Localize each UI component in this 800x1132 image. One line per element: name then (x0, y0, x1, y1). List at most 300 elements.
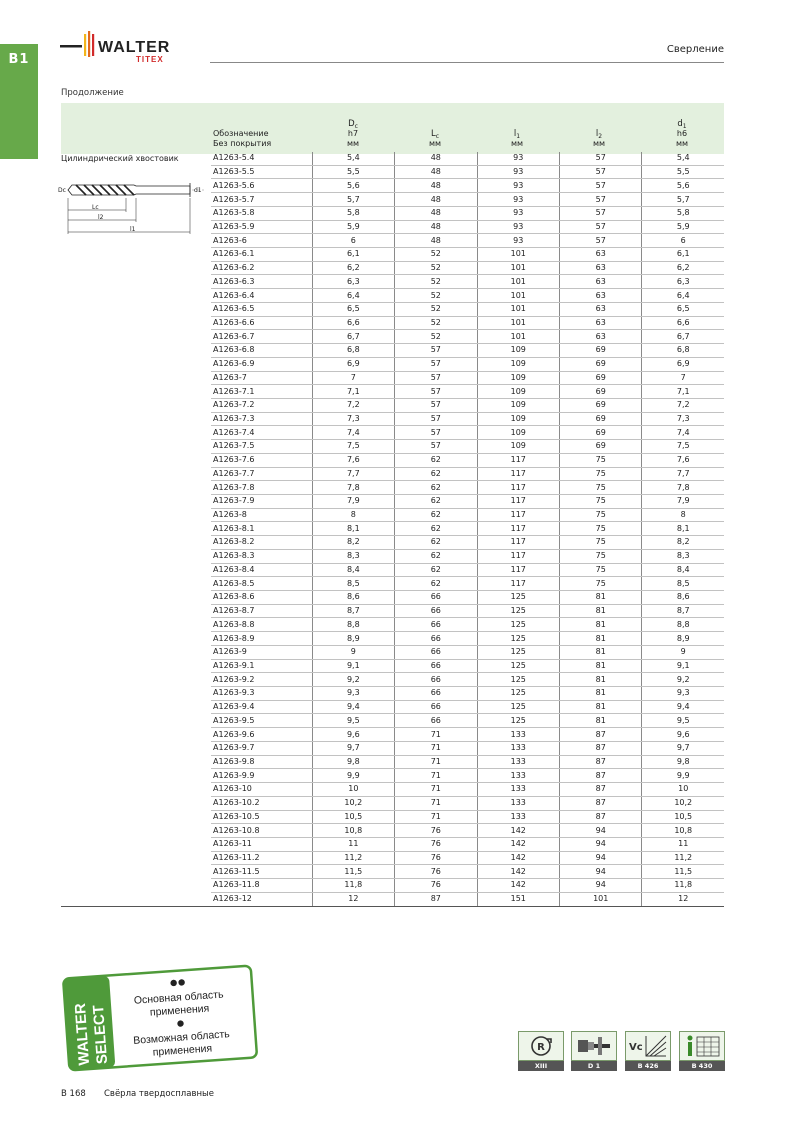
cell-dc: 7,2 (312, 398, 395, 412)
cell-d1: 5,8 (642, 206, 724, 220)
cell-d1: 8,6 (642, 591, 724, 605)
cell-l2: 75 (559, 577, 641, 591)
cell-lc: 76 (395, 824, 477, 838)
cell-dc: 7,4 (312, 426, 395, 440)
cell-designation: A1263-8.6 (211, 591, 312, 605)
info-label: B 430 (679, 1061, 725, 1071)
cell-l1: 125 (477, 673, 559, 687)
cell-d1: 11 (642, 837, 724, 851)
cell-d1: 6,4 (642, 289, 724, 303)
cell-l2: 81 (559, 714, 641, 728)
cell-l1: 117 (477, 453, 559, 467)
table-row (211, 810, 724, 824)
table-row (211, 618, 724, 632)
cell-designation: A1263-8.3 (211, 549, 312, 563)
cell-d1: 9,7 (642, 741, 724, 755)
cell-l2: 87 (559, 755, 641, 769)
cell-l2: 69 (559, 371, 641, 385)
cell-dc: 9,1 (312, 659, 395, 673)
cell-designation: A1263-8.4 (211, 563, 312, 577)
header-lc-symbol: L (430, 129, 436, 139)
table-row (211, 248, 724, 262)
cell-lc: 66 (395, 591, 477, 605)
cell-l1: 117 (477, 577, 559, 591)
cell-l1: 125 (477, 618, 559, 632)
cell-lc: 57 (395, 426, 477, 440)
header-lc-sub: c (435, 133, 440, 140)
cell-lc: 57 (395, 344, 477, 358)
table-row (211, 398, 724, 412)
cell-l2: 57 (559, 179, 641, 193)
cell-d1: 9,9 (642, 769, 724, 783)
cell-designation: A1263-7.6 (211, 453, 312, 467)
cell-designation: A1263-10 (211, 783, 312, 797)
cell-lc: 76 (395, 879, 477, 893)
cell-dc: 6,3 (312, 275, 395, 289)
tool-holder-icon[interactable] (571, 1031, 617, 1071)
cell-l2: 94 (559, 837, 641, 851)
chapter-tab-label: B1 (8, 52, 30, 67)
header-l2-unit: мм (592, 139, 606, 148)
cell-lc: 62 (395, 481, 477, 495)
cell-designation: A1263-6.7 (211, 330, 312, 344)
cell-d1: 5,9 (642, 220, 724, 234)
cell-l1: 133 (477, 796, 559, 810)
cell-l2: 57 (559, 193, 641, 207)
table-row (211, 453, 724, 467)
cell-d1: 11,8 (642, 879, 724, 893)
cell-l1: 101 (477, 302, 559, 316)
cell-designation: A1263-7.8 (211, 481, 312, 495)
cell-l2: 63 (559, 261, 641, 275)
table-row (211, 796, 724, 810)
table-row (211, 645, 724, 659)
cell-l1: 125 (477, 604, 559, 618)
product-table-body (211, 152, 724, 906)
table-row (211, 865, 724, 879)
cell-lc: 71 (395, 741, 477, 755)
header-d1-sub: 1 (682, 123, 687, 130)
product-table (211, 152, 724, 907)
cell-dc: 6,6 (312, 316, 395, 330)
cell-l2: 94 (559, 865, 641, 879)
cell-designation: A1263-8.9 (211, 632, 312, 646)
diagram-l2-label: l2 (98, 214, 104, 221)
table-row (211, 577, 724, 591)
cell-lc: 52 (395, 330, 477, 344)
cell-d1: 7,9 (642, 494, 724, 508)
cell-d1: 5,4 (642, 152, 724, 165)
cell-designation: A1263-11.8 (211, 879, 312, 893)
cell-designation: A1263-8.5 (211, 577, 312, 591)
cell-lc: 52 (395, 261, 477, 275)
cell-l2: 87 (559, 796, 641, 810)
cell-d1: 9,3 (642, 687, 724, 701)
cell-lc: 57 (395, 371, 477, 385)
header-divider (210, 62, 724, 63)
cell-d1: 6,5 (642, 302, 724, 316)
cell-designation: A1263-10.8 (211, 824, 312, 838)
cell-dc: 8,4 (312, 563, 395, 577)
cell-l2: 81 (559, 687, 641, 701)
diagram-dc-label: Dc (58, 187, 66, 194)
cell-d1: 6,8 (642, 344, 724, 358)
table-row (211, 714, 724, 728)
cell-l2: 75 (559, 494, 641, 508)
cell-lc: 62 (395, 577, 477, 591)
cell-d1: 8,1 (642, 522, 724, 536)
cell-l2: 75 (559, 563, 641, 577)
cell-l1: 117 (477, 467, 559, 481)
cell-d1: 10,5 (642, 810, 724, 824)
cell-designation: A1263-11 (211, 837, 312, 851)
cell-l2: 63 (559, 275, 641, 289)
cell-l2: 63 (559, 302, 641, 316)
cell-l1: 101 (477, 289, 559, 303)
cell-designation: A1263-9.5 (211, 714, 312, 728)
cell-l1: 133 (477, 728, 559, 742)
table-row (211, 412, 724, 426)
cell-l1: 117 (477, 481, 559, 495)
cell-lc: 57 (395, 385, 477, 399)
header-d1-symbol: d (677, 119, 683, 129)
header-l1-unit: мм (510, 139, 524, 148)
table-row (211, 385, 724, 399)
table-row (211, 632, 724, 646)
cell-designation: A1263-8.1 (211, 522, 312, 536)
cutting-data-icon[interactable] (625, 1031, 671, 1071)
cell-l1: 125 (477, 687, 559, 701)
cell-lc: 62 (395, 508, 477, 522)
cell-lc: 66 (395, 632, 477, 646)
cell-d1: 8,3 (642, 549, 724, 563)
cell-l1: 109 (477, 385, 559, 399)
table-row (211, 728, 724, 742)
cell-dc: 5,6 (312, 179, 395, 193)
cell-d1: 10 (642, 783, 724, 797)
cell-l1: 109 (477, 426, 559, 440)
cell-l1: 125 (477, 632, 559, 646)
cell-l2: 75 (559, 453, 641, 467)
cell-lc: 62 (395, 494, 477, 508)
cell-dc: 8,1 (312, 522, 395, 536)
table-row (211, 261, 724, 275)
table-row (211, 481, 724, 495)
cell-dc: 12 (312, 892, 395, 906)
cell-l2: 101 (559, 892, 641, 906)
cell-d1: 6,2 (642, 261, 724, 275)
cell-dc: 9,7 (312, 741, 395, 755)
table-row (211, 673, 724, 687)
cell-l2: 87 (559, 741, 641, 755)
cell-designation: A1263-5.5 (211, 165, 312, 179)
header-lc (394, 103, 476, 154)
cell-dc: 8 (312, 508, 395, 522)
cell-l2: 63 (559, 289, 641, 303)
cell-l2: 69 (559, 440, 641, 454)
table-row (211, 494, 724, 508)
cell-lc: 57 (395, 440, 477, 454)
cell-l2: 81 (559, 673, 641, 687)
cell-l1: 109 (477, 398, 559, 412)
cell-l1: 117 (477, 549, 559, 563)
cell-l1: 93 (477, 206, 559, 220)
cell-lc: 48 (395, 234, 477, 248)
cell-lc: 62 (395, 549, 477, 563)
brand-secondary: TITEX (136, 55, 164, 64)
footer-title: Свёрла твердосплавные (104, 1089, 214, 1099)
cell-l2: 57 (559, 220, 641, 234)
cell-lc: 57 (395, 398, 477, 412)
secondary-application-line1: Возможная область (132, 1028, 231, 1047)
table-row (211, 591, 724, 605)
cell-d1: 9,6 (642, 728, 724, 742)
cell-l2: 87 (559, 769, 641, 783)
table-row (211, 316, 724, 330)
cell-dc: 10,8 (312, 824, 395, 838)
secondary-application-line2: применения (152, 1042, 213, 1059)
cell-l1: 117 (477, 536, 559, 550)
cell-l2: 75 (559, 522, 641, 536)
cell-dc: 8,8 (312, 618, 395, 632)
cell-designation: A1263-9 (211, 645, 312, 659)
cell-dc: 6,8 (312, 344, 395, 358)
primary-application-line2: применения (149, 1002, 210, 1019)
cell-l2: 57 (559, 206, 641, 220)
cell-l2: 81 (559, 700, 641, 714)
cell-designation: A1263-10.2 (211, 796, 312, 810)
table-row (211, 769, 724, 783)
cell-designation: A1263-9.8 (211, 755, 312, 769)
cell-lc: 48 (395, 165, 477, 179)
header-dc-tol: h7 (347, 129, 359, 138)
cell-lc: 66 (395, 604, 477, 618)
cell-dc: 10,5 (312, 810, 395, 824)
walter-select-brand-1: WALTER (71, 1002, 94, 1066)
cell-l1: 133 (477, 769, 559, 783)
cell-dc: 11,8 (312, 879, 395, 893)
cell-d1: 5,5 (642, 165, 724, 179)
cell-dc: 8,3 (312, 549, 395, 563)
table-row (211, 302, 724, 316)
cell-designation: A1263-9.7 (211, 741, 312, 755)
cell-d1: 11,5 (642, 865, 724, 879)
cell-d1: 8,8 (642, 618, 724, 632)
cell-d1: 10,2 (642, 796, 724, 810)
cell-l2: 63 (559, 316, 641, 330)
cell-dc: 9,5 (312, 714, 395, 728)
cell-designation: A1263-7.4 (211, 426, 312, 440)
cell-designation: A1263-9.1 (211, 659, 312, 673)
cell-l2: 94 (559, 851, 641, 865)
cell-lc: 87 (395, 892, 477, 906)
cell-d1: 6,9 (642, 357, 724, 371)
cell-d1: 7 (642, 371, 724, 385)
cell-designation: A1263-7.2 (211, 398, 312, 412)
cell-designation: A1263-6.3 (211, 275, 312, 289)
cell-dc: 9,2 (312, 673, 395, 687)
cell-designation: A1263-6.9 (211, 357, 312, 371)
cell-designation: A1263-5.8 (211, 206, 312, 220)
cell-designation: A1263-8.2 (211, 536, 312, 550)
cell-l2: 57 (559, 152, 641, 165)
cell-dc: 7 (312, 371, 395, 385)
table-row (211, 440, 724, 454)
cell-d1: 9,2 (642, 673, 724, 687)
cell-designation: A1263-11.2 (211, 851, 312, 865)
table-row (211, 426, 724, 440)
cell-lc: 48 (395, 152, 477, 165)
cell-lc: 66 (395, 673, 477, 687)
header-l2-symbol: l (595, 129, 599, 139)
continued-label: Продолжение (61, 88, 124, 98)
cell-d1: 7,3 (642, 412, 724, 426)
table-row (211, 659, 724, 673)
cell-d1: 5,7 (642, 193, 724, 207)
cell-lc: 48 (395, 220, 477, 234)
cell-designation: A1263-6.4 (211, 289, 312, 303)
cell-d1: 6,6 (642, 316, 724, 330)
cell-lc: 71 (395, 728, 477, 742)
cell-lc: 62 (395, 453, 477, 467)
cell-designation: A1263-7.7 (211, 467, 312, 481)
table-row (211, 892, 724, 906)
table-row (211, 467, 724, 481)
cell-l1: 109 (477, 344, 559, 358)
cell-dc: 8,5 (312, 577, 395, 591)
cell-l2: 81 (559, 645, 641, 659)
cell-d1: 8,7 (642, 604, 724, 618)
cell-lc: 66 (395, 687, 477, 701)
cell-l2: 69 (559, 344, 641, 358)
cell-dc: 5,7 (312, 193, 395, 207)
cell-d1: 8 (642, 508, 724, 522)
cell-l1: 109 (477, 440, 559, 454)
cell-l2: 75 (559, 508, 641, 522)
cell-l2: 69 (559, 398, 641, 412)
cell-lc: 52 (395, 316, 477, 330)
cell-d1: 9,4 (642, 700, 724, 714)
diagram-lc-label: Lc (92, 204, 99, 211)
cell-dc: 9,4 (312, 700, 395, 714)
cell-lc: 57 (395, 412, 477, 426)
cell-designation: A1263-9.3 (211, 687, 312, 701)
cell-lc: 62 (395, 536, 477, 550)
table-row (211, 604, 724, 618)
cell-dc: 8,2 (312, 536, 395, 550)
walter-titex-logo (60, 30, 200, 66)
cell-l1: 125 (477, 700, 559, 714)
cell-l1: 117 (477, 508, 559, 522)
brand-primary: WALTER (98, 39, 171, 56)
cell-lc: 48 (395, 193, 477, 207)
cell-l1: 133 (477, 783, 559, 797)
header-l1-symbol: l (513, 129, 517, 139)
info-icon[interactable] (679, 1031, 725, 1071)
walter-select-brand-2: SELECT (90, 1004, 112, 1065)
table-row (211, 549, 724, 563)
cell-l2: 87 (559, 810, 641, 824)
cell-d1: 6,3 (642, 275, 724, 289)
cell-dc: 7,3 (312, 412, 395, 426)
cell-designation: A1263-6 (211, 234, 312, 248)
cell-d1: 8,9 (642, 632, 724, 646)
cell-designation: A1263-6.6 (211, 316, 312, 330)
cell-d1: 8,5 (642, 577, 724, 591)
cell-l1: 151 (477, 892, 559, 906)
table-row (211, 522, 724, 536)
cell-d1: 7,6 (642, 453, 724, 467)
cell-lc: 62 (395, 563, 477, 577)
primary-application-line1: Основная область (133, 988, 224, 1007)
cell-d1: 12 (642, 892, 724, 906)
cell-l1: 133 (477, 810, 559, 824)
cell-d1: 8,2 (642, 536, 724, 550)
cell-l1: 93 (477, 193, 559, 207)
table-row (211, 371, 724, 385)
cell-l2: 69 (559, 426, 641, 440)
cell-d1: 6,1 (642, 248, 724, 262)
cell-dc: 7,8 (312, 481, 395, 495)
cell-l1: 93 (477, 220, 559, 234)
cell-designation: A1263-7 (211, 371, 312, 385)
cell-designation: A1263-9.6 (211, 728, 312, 742)
cell-l1: 101 (477, 316, 559, 330)
cell-l2: 81 (559, 618, 641, 632)
cell-designation: A1263-5.4 (211, 152, 312, 165)
table-row (211, 700, 724, 714)
regrind-icon[interactable] (518, 1031, 564, 1071)
cell-designation: A1263-6.5 (211, 302, 312, 316)
header-d1-unit: мм (675, 139, 689, 148)
cell-l1: 93 (477, 234, 559, 248)
table-row (211, 275, 724, 289)
table-row (211, 824, 724, 838)
cell-d1: 5,6 (642, 179, 724, 193)
cell-lc: 76 (395, 837, 477, 851)
cell-designation: A1263-7.5 (211, 440, 312, 454)
table-row (211, 193, 724, 207)
cell-lc: 71 (395, 796, 477, 810)
cell-designation: A1263-7.3 (211, 412, 312, 426)
table-bottom-rule (61, 906, 724, 907)
cell-lc: 71 (395, 810, 477, 824)
cell-l1: 101 (477, 248, 559, 262)
cell-l1: 117 (477, 563, 559, 577)
cell-dc: 6,2 (312, 261, 395, 275)
cell-d1: 10,8 (642, 824, 724, 838)
cell-l1: 117 (477, 494, 559, 508)
cell-designation: A1263-7.1 (211, 385, 312, 399)
tool-holder-label: D 1 (571, 1061, 617, 1071)
cell-lc: 52 (395, 302, 477, 316)
cell-l1: 117 (477, 522, 559, 536)
cell-dc: 5,8 (312, 206, 395, 220)
cell-d1: 6 (642, 234, 724, 248)
table-row (211, 234, 724, 248)
diagram-d1-label: d1 (194, 187, 202, 194)
cell-l1: 142 (477, 824, 559, 838)
header-dc-sub: c (354, 123, 358, 130)
cell-l1: 142 (477, 851, 559, 865)
cell-lc: 66 (395, 618, 477, 632)
cell-dc: 6,9 (312, 357, 395, 371)
cell-d1: 9 (642, 645, 724, 659)
header-d1-tol: h6 (676, 129, 688, 138)
cell-designation: A1263-6.1 (211, 248, 312, 262)
table-row (211, 741, 724, 755)
cell-dc: 11,5 (312, 865, 395, 879)
